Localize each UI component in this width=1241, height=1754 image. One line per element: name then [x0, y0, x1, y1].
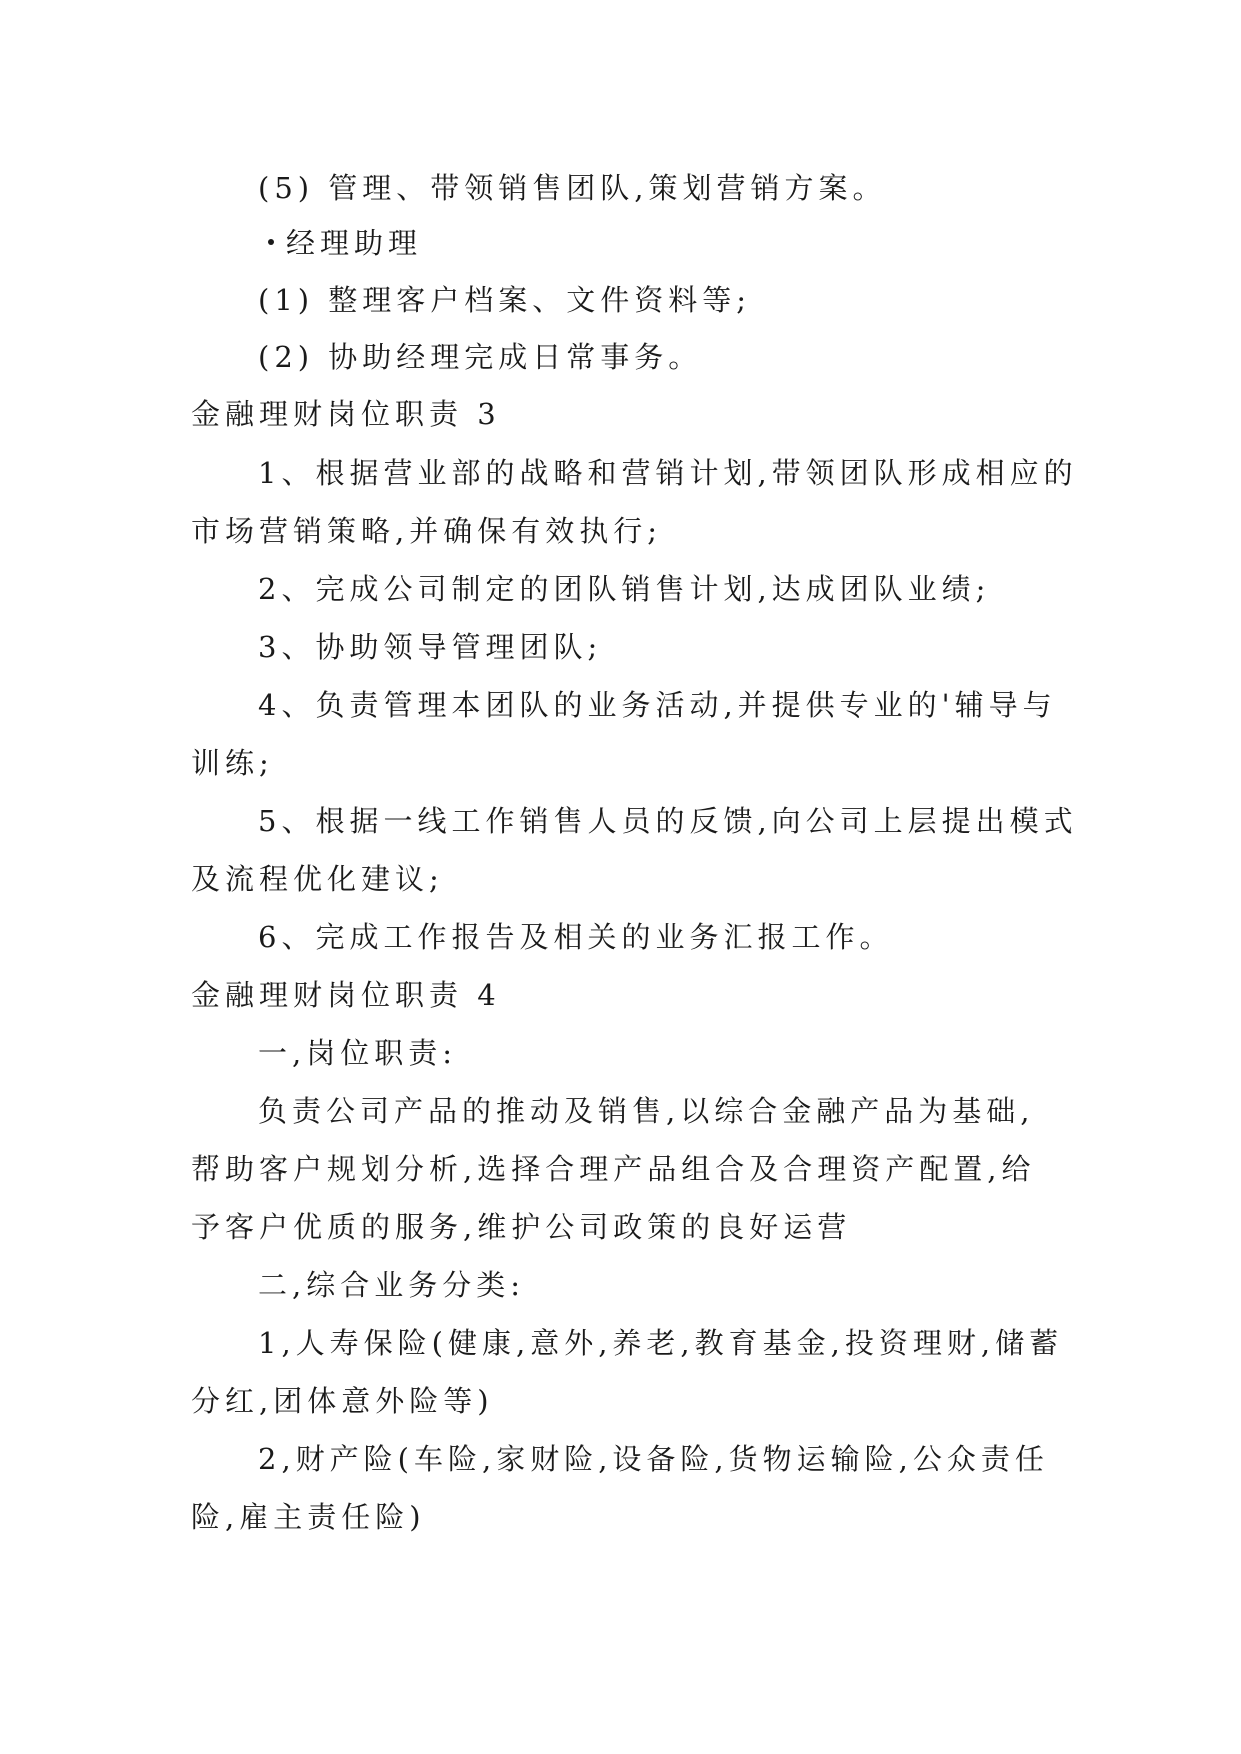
text-line: 负责公司产品的推动及销售,以综合金融产品为基础, — [258, 1094, 1035, 1128]
text-line: 2,财产险(车险,家财险,设备险,货物运输险,公众责任 — [258, 1442, 1049, 1476]
text-line: (5) 管理、带领销售团队,策划营销方案。 — [258, 171, 887, 205]
text-line: 予客户优质的服务,维护公司政策的良好运营 — [191, 1210, 852, 1244]
text-line: 3、协助领导管理团队; — [258, 630, 603, 664]
text-line: 一,岗位职责: — [258, 1036, 457, 1070]
text-line: 市场营销策略,并确保有效执行; — [191, 514, 662, 548]
text-line: 分红,团体意外险等) — [191, 1384, 494, 1418]
text-line: (2) 协助经理完成日常事务。 — [258, 340, 703, 374]
text-line: 1、根据营业部的战略和营销计划,带领团队形成相应的 — [258, 456, 1078, 490]
bullet-item — [268, 223, 422, 263]
text-line: 2、完成公司制定的团队销售计划,达成团队业绩; — [258, 572, 991, 606]
text-line: 险,雇主责任险) — [191, 1500, 426, 1534]
text-line: 6、完成工作报告及相关的业务汇报工作。 — [258, 920, 894, 954]
bullet-icon — [268, 239, 274, 245]
text-line: 4、负责管理本团队的业务活动,并提供专业的'辅导与 — [258, 688, 1057, 722]
text-line: 训练; — [191, 746, 274, 780]
text-line: (1) 整理客户档案、文件资料等; — [258, 283, 752, 317]
text-line: 经理助理 — [286, 226, 423, 260]
text-line: 帮助客户规划分析,选择合理产品组合及合理资产配置,给 — [191, 1152, 1036, 1186]
text-line: 及流程优化建议; — [191, 862, 444, 896]
section-heading: 金融理财岗位职责 4 — [191, 978, 501, 1012]
section-heading: 金融理财岗位职责 3 — [191, 397, 501, 431]
text-line: 二,综合业务分类: — [258, 1268, 525, 1302]
text-line: 1,人寿保险(健康,意外,养老,教育基金,投资理财,储蓄 — [258, 1326, 1064, 1360]
text-line: 5、根据一线工作销售人员的反馈,向公司上层提出模式 — [258, 804, 1078, 838]
